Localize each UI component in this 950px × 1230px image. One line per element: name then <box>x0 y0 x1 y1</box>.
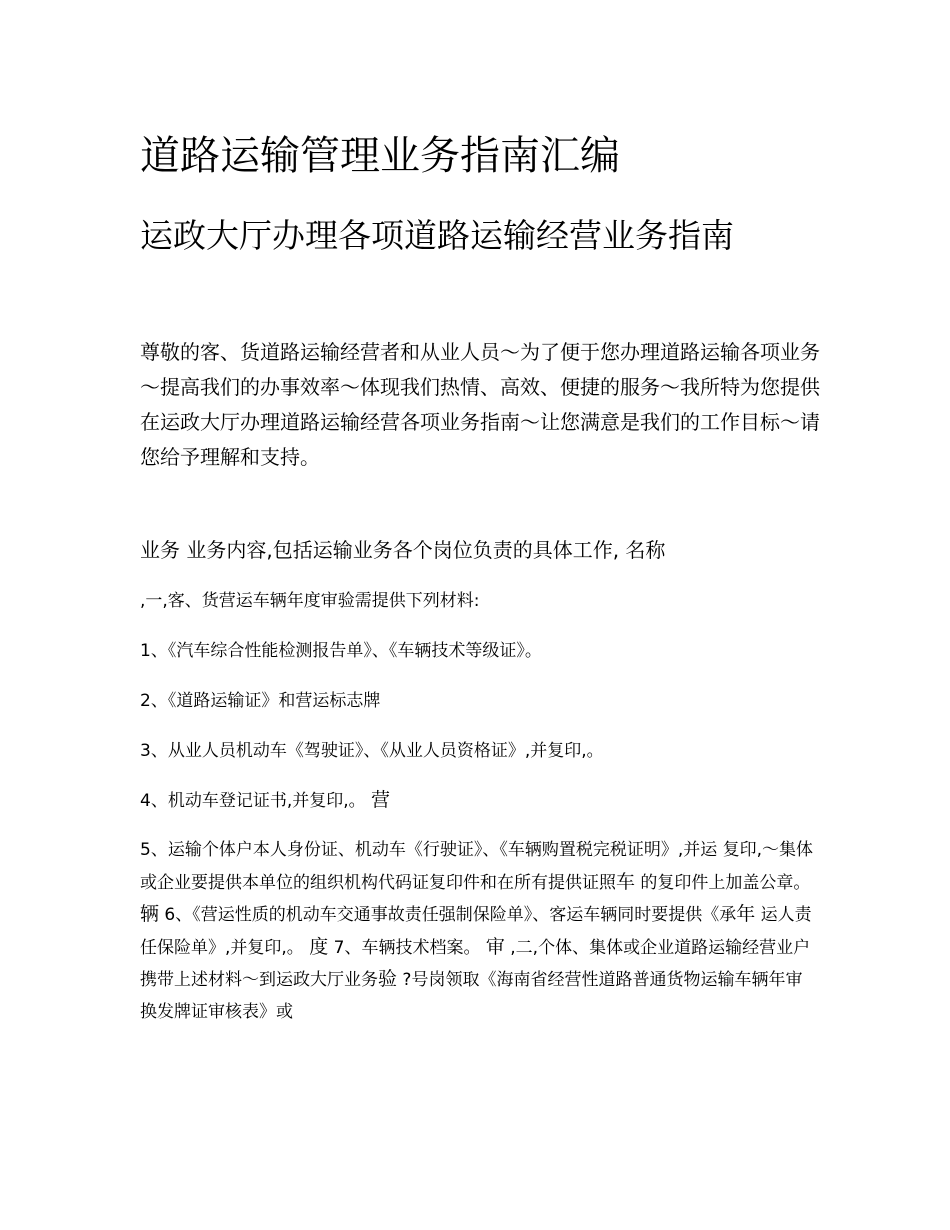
para-text-2: 的复印件上加盖公章。 <box>635 872 811 893</box>
para-text-6: ,二,个体、集体或企业道路运输经营业户携带上述材料～到运政大厅业务 <box>140 937 811 990</box>
list-item-4-text: 4、机动车登记证书,并复印,。 <box>140 791 366 811</box>
para-text-3: 6、《营运性质的机动车交通事故责任强制保险单》、客运车辆同时要提供《承 <box>159 905 737 925</box>
para-text-4: 运人责任保险单》,并复印,。 <box>140 905 812 958</box>
document-title: 道路运输管理业务指南汇编 <box>140 133 620 179</box>
stray-char-liang: 辆 <box>140 903 160 925</box>
stray-char-shen: 审 <box>485 935 505 958</box>
list-item-1: 1、《汽车综合性能检测报告单》、《车辆技术等级证》。 <box>140 641 542 661</box>
para-text-5: 7、车辆技术档案。 <box>328 937 486 958</box>
business-header-line: 业务 业务内容,包括运输业务各个岗位负责的具体工作, 名称 <box>140 538 666 562</box>
stray-char-che: 车 <box>616 870 636 893</box>
stray-char-nian: 年 <box>736 903 756 925</box>
stray-char-ying: 营 <box>371 789 391 811</box>
list-item-3: 3、从业人员机动车《驾驶证》、《从业人员资格证》,并复印,。 <box>140 741 604 761</box>
stray-char-du: 度 <box>309 935 329 958</box>
para-text-7: ?号岗领取《海南省经营性道路普通货物运输车辆年审换发牌证审核表》或 <box>140 970 803 1022</box>
document-subtitle: 运政大厅办理各项道路运输经营业务指南 <box>140 216 734 255</box>
list-item-4 <box>140 786 820 815</box>
materials-paragraph <box>140 835 815 1028</box>
intro-paragraph: 尊敬的客、货道路运输经营者和从业人员～为了便于您办理道路运输各项业务～提高我们的办事效率～体现我们热情、高效、便捷的服务～我所特为您提供在运政大厅办理道路运输经营各项业务指南～让您满意是我们的工作目标～请您给予理解和支持。 <box>140 340 820 469</box>
list-item-2: 2、《道路运输证》和营运标志牌 <box>140 691 381 711</box>
section-one-heading: ,一,客、货营运车辆年度审验需提供下列材料: <box>140 591 480 611</box>
stray-char-yan: 验 <box>378 968 398 990</box>
para-text-1: 5、运输个体户本人身份证、机动车《行驶证》、《车辆购置税完税证明》,并运 复印,～集体或企业要提供本单位的组织机构代码证复印件和在所有提供证照 <box>140 840 814 893</box>
